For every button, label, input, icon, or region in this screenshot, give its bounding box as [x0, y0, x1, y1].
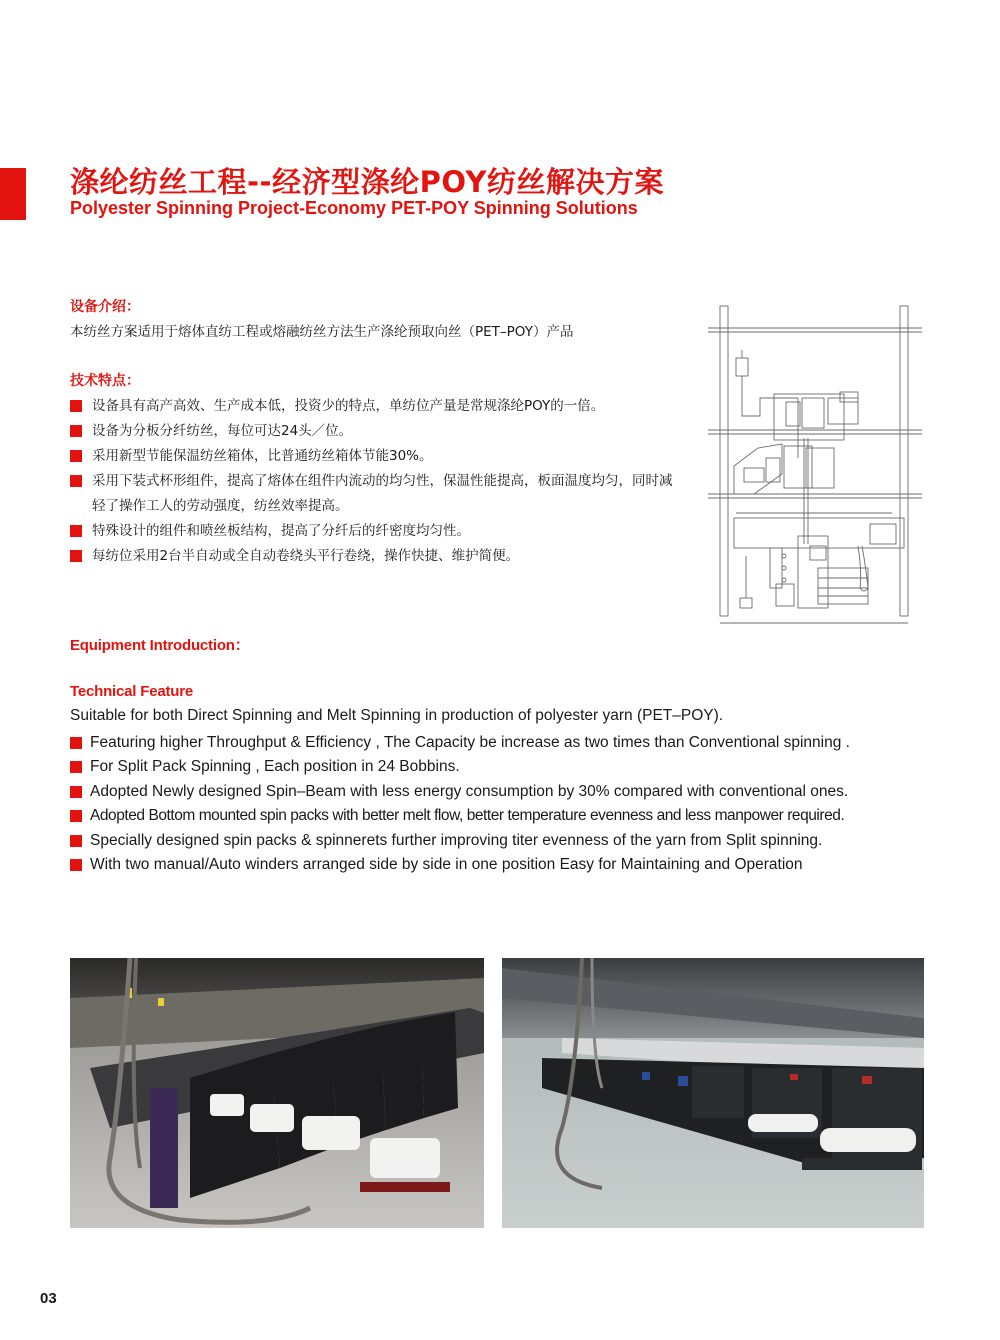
- feature-item-en: Specially designed spin packs & spinnerets further improving titer evenness of the yarn from Split spinning.: [70, 829, 950, 853]
- equipment-intro-text-cn: 本纺丝方案适用于熔体直纺工程或熔融纺丝方法生产涤纶预取向丝（PET–POY）产品: [70, 324, 574, 340]
- feature-item-cn: 特殊设计的组件和喷丝板结构，提高了分纤后的纤密度均匀性。: [70, 519, 680, 544]
- page-title-en: Polyester Spinning Project-Economy PET-POY Spinning Solutions: [70, 198, 638, 218]
- bullet-square: [70, 835, 82, 847]
- feature-item-cn: 采用下装式杯形组件，提高了熔体在组件内流动的均匀性，保温性能提高，板面温度均匀，同时减轻了操作工人的劳动强度，纺丝效率提高。: [70, 469, 680, 519]
- bullet-square: [70, 450, 82, 462]
- bullet-square: [70, 400, 82, 412]
- feature-item-cn: 设备为分板分纤纺丝，每位可达24头／位。: [70, 419, 680, 444]
- bullet-square: [70, 550, 82, 562]
- technical-features-list-cn: [70, 394, 680, 569]
- feature-item-en: For Split Pack Spinning , Each position in 24 Bobbins.: [70, 755, 950, 779]
- feature-item-cn: 设备具有高产高效、生产成本低，投资少的特点，单纺位产量是常规涤纶POY的一倍。: [70, 394, 680, 419]
- equipment-intro-text-en: Suitable for both Direct Spinning and Melt Spinning in production of polyester yarn (PET–POY).: [70, 707, 724, 724]
- technical-feature-heading-en: Technical Feature: [70, 683, 194, 700]
- bullet-square: [70, 737, 82, 749]
- bullet-square: [70, 786, 82, 798]
- bullet-square: [70, 859, 82, 871]
- technical-features-list-en: [70, 731, 950, 877]
- feature-item-cn: 采用新型节能保温纺丝箱体，比普通纺丝箱体节能30%。: [70, 444, 680, 469]
- bullet-square: [70, 475, 82, 487]
- factory-photo-winders-left: [70, 958, 484, 1228]
- technical-features-heading-cn: 技术特点：: [70, 373, 140, 389]
- equipment-intro-heading-cn: 设备介绍：: [70, 299, 140, 315]
- bullet-square: [70, 761, 82, 773]
- feature-item-cn: 每纺位采用2台半自动或全自动卷绕头平行卷绕，操作快捷、维护简便。: [70, 544, 680, 569]
- bullet-square: [70, 810, 82, 822]
- bullet-square: [70, 525, 82, 537]
- feature-item-en: Adopted Bottom mounted spin packs with better melt flow, better temperature evenness and less manpower required.: [70, 804, 950, 828]
- equipment-intro-heading-en: Equipment Introduction：: [70, 637, 250, 654]
- spinning-machine-diagram: [700, 298, 930, 630]
- factory-photo-winders-right: [502, 958, 924, 1228]
- feature-item-en: Adopted Newly designed Spin–Beam with less energy consumption by 30% compared with conventional ones.: [70, 780, 950, 804]
- bullet-square: [70, 425, 82, 437]
- feature-item-en: With two manual/Auto winders arranged side by side in one position Easy for Maintaining and Operation: [70, 853, 950, 877]
- page-number: 03: [40, 1290, 57, 1307]
- page-title-cn: 涤纶纺丝工程--经济型涤纶POY纺丝解决方案: [70, 165, 664, 199]
- side-tab-marker: [0, 168, 26, 220]
- feature-item-en: Featuring higher Throughput & Efficiency , The Capacity be increase as two times than Conventional spinning .: [70, 731, 950, 755]
